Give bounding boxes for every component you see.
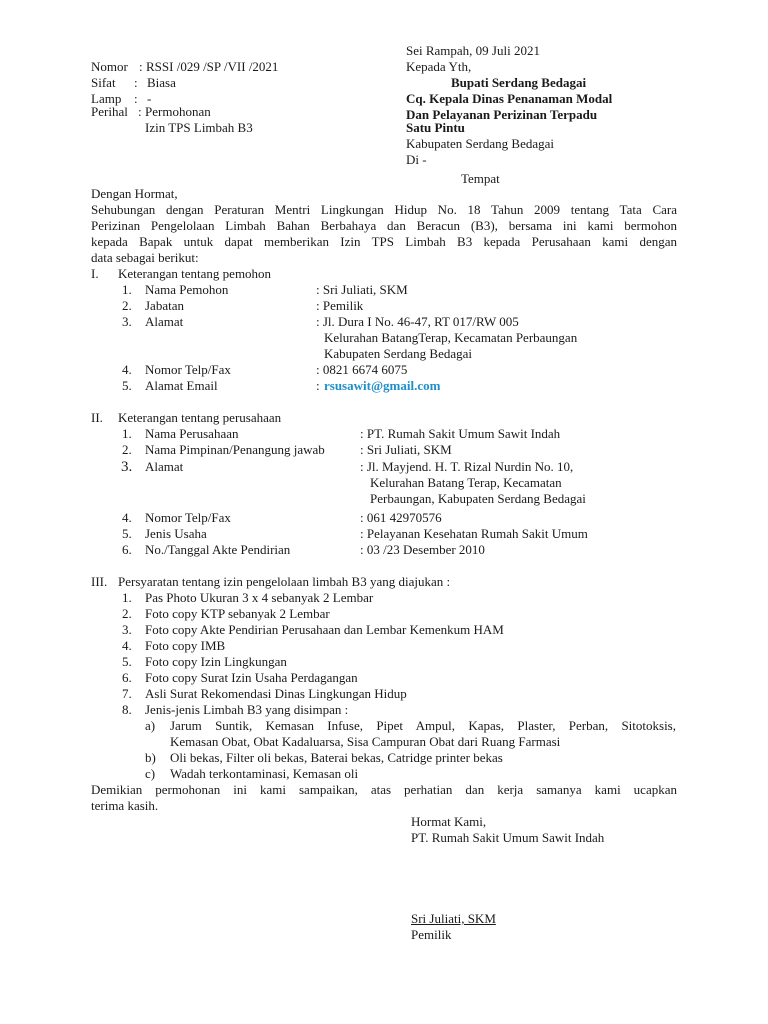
meta-label: Lamp [91, 91, 122, 106]
place-date: Sei Rampah, 09 Juli 2021 [406, 43, 540, 58]
meta-sep: : [139, 59, 143, 74]
signatory-name: Sri Juliati, SKM [411, 911, 496, 926]
section-title: Keterangan tentang pemohon [118, 266, 272, 281]
meta-sep: : [134, 75, 138, 90]
meta-value: Permohonan [145, 104, 211, 119]
greeting: Dengan Hormat, [91, 186, 178, 201]
recipient-salutation: Kepada Yth, [406, 59, 472, 74]
item-number: 5. [122, 378, 132, 393]
item-value: : Pelayanan Kesehatan Rumah Sakit Umum [360, 526, 588, 541]
item-label: Nama Pimpinan/Penangung jawab [145, 442, 325, 457]
item-number: 3. [121, 459, 133, 475]
item-number: 8. [122, 702, 132, 717]
email-link[interactable]: rsusawit@gmail.com [324, 378, 441, 393]
recipient-line: Bupati Serdang Bedagai [451, 75, 587, 90]
subitem-text: Oli bekas, Filter oli bekas, Baterai bekas, Catridge printer bekas [170, 750, 503, 765]
item-number: 4. [122, 638, 132, 653]
item-text: Jenis-jenis Limbah B3 yang disimpan : [145, 702, 349, 717]
item-number: 4. [122, 362, 132, 377]
section-number: II. [91, 410, 103, 425]
item-text: Foto copy IMB [145, 638, 226, 653]
meta-value-cont: Izin TPS Limbah B3 [145, 120, 253, 135]
item-label: No./Tanggal Akte Pendirian [145, 542, 291, 557]
item-value: : 0821 6674 6075 [316, 362, 408, 377]
meta-label: Perihal [91, 104, 128, 119]
meta-label: Sifat [91, 75, 116, 90]
item-value: : Sri Juliati, SKM [316, 282, 408, 297]
item-number: 7. [122, 686, 132, 701]
recipient-line: Satu Pintu [406, 120, 465, 135]
intro-line: Perizinan Pengelolaan Limbah Bahan Berbahaya dan Beracun (B3), bersama ini kami bermohon [91, 218, 677, 233]
item-number: 1. [122, 426, 132, 441]
item-label: Nomor Telp/Fax [145, 510, 231, 525]
item-value-cont: Kabupaten Serdang Bedagai [324, 346, 473, 361]
item-number: 2. [122, 442, 132, 457]
meta-label: Nomor [91, 59, 128, 74]
meta-value: RSSI /029 /SP /VII /2021 [146, 59, 279, 74]
item-text: Foto copy KTP sebanyak 2 Lembar [145, 606, 330, 621]
recipient-line: Kabupaten Serdang Bedagai [406, 136, 555, 151]
item-value: : PT. Rumah Sakit Umum Sawit Indah [360, 426, 561, 441]
item-value-cont: Kelurahan BatangTerap, Kecamatan Perbaungan [324, 330, 578, 345]
item-number: 6. [122, 542, 132, 557]
item-value: : Jl. Mayjend. H. T. Rizal Nurdin No. 10, [360, 459, 574, 474]
item-label: Nama Pemohon [145, 282, 229, 297]
item-number: 5. [122, 526, 132, 541]
subitem-text: Jarum Suntik, Kemasan Infuse, Pipet Ampul, Kapas, Plaster, Perban, Sitotoksis, [170, 718, 676, 733]
item-value: : Sri Juliati, SKM [360, 442, 452, 457]
item-text: Asli Surat Rekomendasi Dinas Lingkungan Hidup [145, 686, 407, 701]
item-number: 1. [122, 282, 132, 297]
section-number: I. [91, 266, 99, 281]
item-label: Jabatan [145, 298, 184, 313]
subitem-letter: c) [145, 766, 156, 781]
item-number: 3. [122, 314, 132, 329]
subitem-letter: a) [145, 718, 156, 733]
item-value: : 061 42970576 [360, 510, 442, 525]
subitem-letter: b) [145, 750, 156, 765]
item-text: Pas Photo Ukuran 3 x 4 sebanyak 2 Lembar [145, 590, 374, 605]
item-value: : 03 /23 Desember 2010 [360, 542, 485, 557]
recipient-line: Cq. Kepala Dinas Penanaman Modal [406, 91, 613, 106]
signatory-title: Pemilik [411, 927, 452, 942]
intro-line: data sebagai berikut: [91, 250, 199, 265]
meta-value: Biasa [147, 75, 176, 90]
item-value-cont: Perbaungan, Kabupaten Serdang Bedagai [370, 491, 586, 506]
closing-line: terima kasih. [91, 798, 159, 813]
recipient-line: Dan Pelayanan Perizinan Terpadu [406, 107, 598, 122]
item-number: 2. [122, 298, 132, 313]
item-number: 5. [122, 654, 132, 669]
item-label: Alamat [145, 314, 184, 329]
item-number: 4. [122, 510, 132, 525]
signature-company: PT. Rumah Sakit Umum Sawit Indah [411, 830, 605, 845]
item-value: : Pemilik [316, 298, 364, 313]
item-number: 6. [122, 670, 132, 685]
item-text: Foto copy Surat Izin Usaha Perdagangan [145, 670, 358, 685]
item-label: Jenis Usaha [145, 526, 207, 541]
item-number: 2. [122, 606, 132, 621]
intro-line: Sehubungan dengan Peraturan Mentri Lingkungan Hidup No. 18 Tahun 2009 tentang Tata Cara [91, 202, 677, 217]
signature-salutation: Hormat Kami, [411, 814, 487, 829]
section-title: Keterangan tentang perusahaan [118, 410, 282, 425]
meta-value: - [147, 91, 152, 106]
item-number: 1. [122, 590, 132, 605]
item-text: Foto copy Akte Pendirian Perusahaan dan Lembar Kemenkum HAM [145, 622, 504, 637]
item-value: : Jl. Dura I No. 46-47, RT 017/RW 005 [316, 314, 519, 329]
item-value: : [316, 378, 320, 393]
section-number: III. [91, 574, 108, 589]
item-label: Nama Perusahaan [145, 426, 239, 441]
item-label: Alamat Email [145, 378, 218, 393]
item-number: 3. [122, 622, 132, 637]
item-label: Alamat [145, 459, 184, 474]
subitem-text: Kemasan Obat, Obat Kadaluarsa, Sisa Campuran Obat dari Ruang Farmasi [170, 734, 561, 749]
item-label: Nomor Telp/Fax [145, 362, 231, 377]
recipient-line: Tempat [461, 171, 500, 186]
closing-line: Demikian permohonan ini kami sampaikan, atas perhatian dan kerja samanya kami ucapkan [91, 782, 677, 797]
subitem-text: Wadah terkontaminasi, Kemasan oli [170, 766, 359, 781]
meta-sep: : [138, 104, 142, 119]
item-text: Foto copy Izin Lingkungan [145, 654, 287, 669]
section-title: Persyaratan tentang izin pengelolaan limbah B3 yang diajukan : [118, 574, 451, 589]
meta-sep: : [134, 91, 138, 106]
intro-line: kepada Bapak untuk dapat memberikan Izin TPS Limbah B3 kepada Perusahaan kami dengan [91, 234, 677, 249]
item-value-cont: Kelurahan Batang Terap, Kecamatan [370, 475, 562, 490]
recipient-line: Di - [406, 152, 427, 167]
